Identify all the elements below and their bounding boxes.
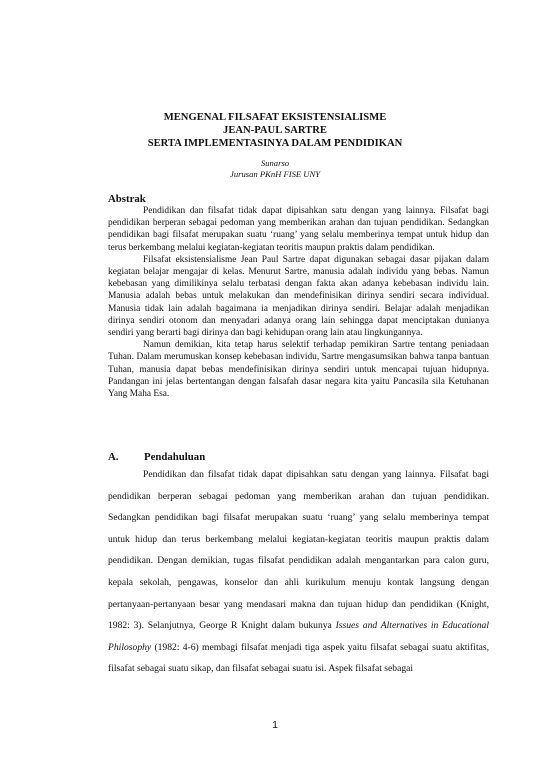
title-line-2: JEAN-PAUL SARTRE bbox=[223, 125, 327, 136]
book-title: Issues and Alternatives in Educational Philosophy bbox=[108, 620, 489, 653]
body-text-part-1: Pendidikan dan filsafat tidak dapat dipisahkan satu dengan yang lainnya. Filsafat bagi pendidikan berperan sebagai pedoman yang memberikan arahan dan tujuan pendidikan. Sedangkan pendidikan bagi filsafat merupakan suatu ‘ruang’ yang selalu memberinya tempat untuk hidup dan terus berkembang melalui kegiatan-kegiatan teoritis maupun praktis dalam pendidikan. Dengan demikian, tugas filsafat pendidikan adalah mengantarkan para calon guru, kepala sekolah, pengawas, konselor dan ahli kurikulum menuju kontak langsung dengan pertanyaan-pertanyaan besar yang mendasari makna dan tujuan hidup dan pendidikan (Knight, 1982: 3). Selanjutnya, George R Knight dalam bukunya bbox=[108, 469, 489, 632]
abstract-paragraph: Filsafat eksistensialisme Jean Paul Sartre dapat digunakan sebagai dasar pijakan dalam kegiatan belajar mengajar di kelas. Menurut Sartre, manusia adalah individu yang bebas. Namun kebebasan yang dimilikinya selalu terbatasi dengan fakta akan adanya kebebasan individu lain. Manusia adalah bebas untuk melakukan dan mendefinisikan dirinya sendiri secara individual. Manusia tidak lain adalah bagaimana ia menjadikan dirinya sendiri. Belajar adalah menjadikan dirinya sendiri otonom dan menyadari adanya orang lain sehingga dapat menciptakan dunianya sendiri yang berarti bagi dirinya dan bagi kehidupan orang lain atau lingkungannya. bbox=[108, 254, 489, 339]
section-title: Pendahuluan bbox=[144, 451, 206, 463]
author-affiliation: Jurusan PKnH FISE UNY bbox=[230, 169, 320, 179]
abstract-heading: Abstrak bbox=[108, 193, 146, 205]
section-letter: A. bbox=[108, 451, 119, 463]
abstract-body bbox=[108, 205, 489, 400]
title-line-3: SERTA IMPLEMENTASINYA DALAM PENDIDIKAN bbox=[147, 138, 403, 149]
author-name: Sunarso bbox=[260, 158, 290, 168]
abstract-paragraph: Pendidikan dan filsafat tidak dapat dipisahkan satu dengan yang lainnya. Filsafat bagi pendidikan berperan sebagai pedoman yang memberikan arahan dan tujuan pendidikan. Sedangkan pendidikan bagi filsafat merupakan suatu ‘ruang’ yang selalu memberinya tempat untuk hidup dan terus berkembang melalui kegiatan-kegiatan teoritis maupun praktis dalam pendidikan. bbox=[108, 206, 489, 253]
body-text-part-2: (1982: 4-6) membagi filsafat menjadi tiga aspek yaitu filsafat sebagai suatu aktifitas, filsafat sebagai suatu sikap, dan filsafat sebagai suatu isi. Aspek filsafat sebagai bbox=[108, 641, 489, 675]
body-paragraph bbox=[108, 464, 489, 680]
title-line-1: MENGENAL FILSAFAT EKSISTENSIALISME bbox=[163, 112, 387, 123]
abstract-paragraph: Namun demikian, kita tetap harus selektif terhadap pemikiran Sartre tentang peniadaan Tuhan. Dalam merumuskan konsep kebebasan individu, Sartre mengasumsikan bahwa tanpa bantuan Tuhan, manusia dapat bebas mendefinisikan dirinya sendiri untuk mencapai tujuan hidupnya. Pandangan ini jelas bertentangan dengan falsafah dasar negara kita yaitu Pancasila sila Ketuhanan Yang Maha Esa. bbox=[108, 340, 489, 400]
page-number: 1 bbox=[272, 719, 278, 731]
section-body bbox=[108, 464, 489, 680]
